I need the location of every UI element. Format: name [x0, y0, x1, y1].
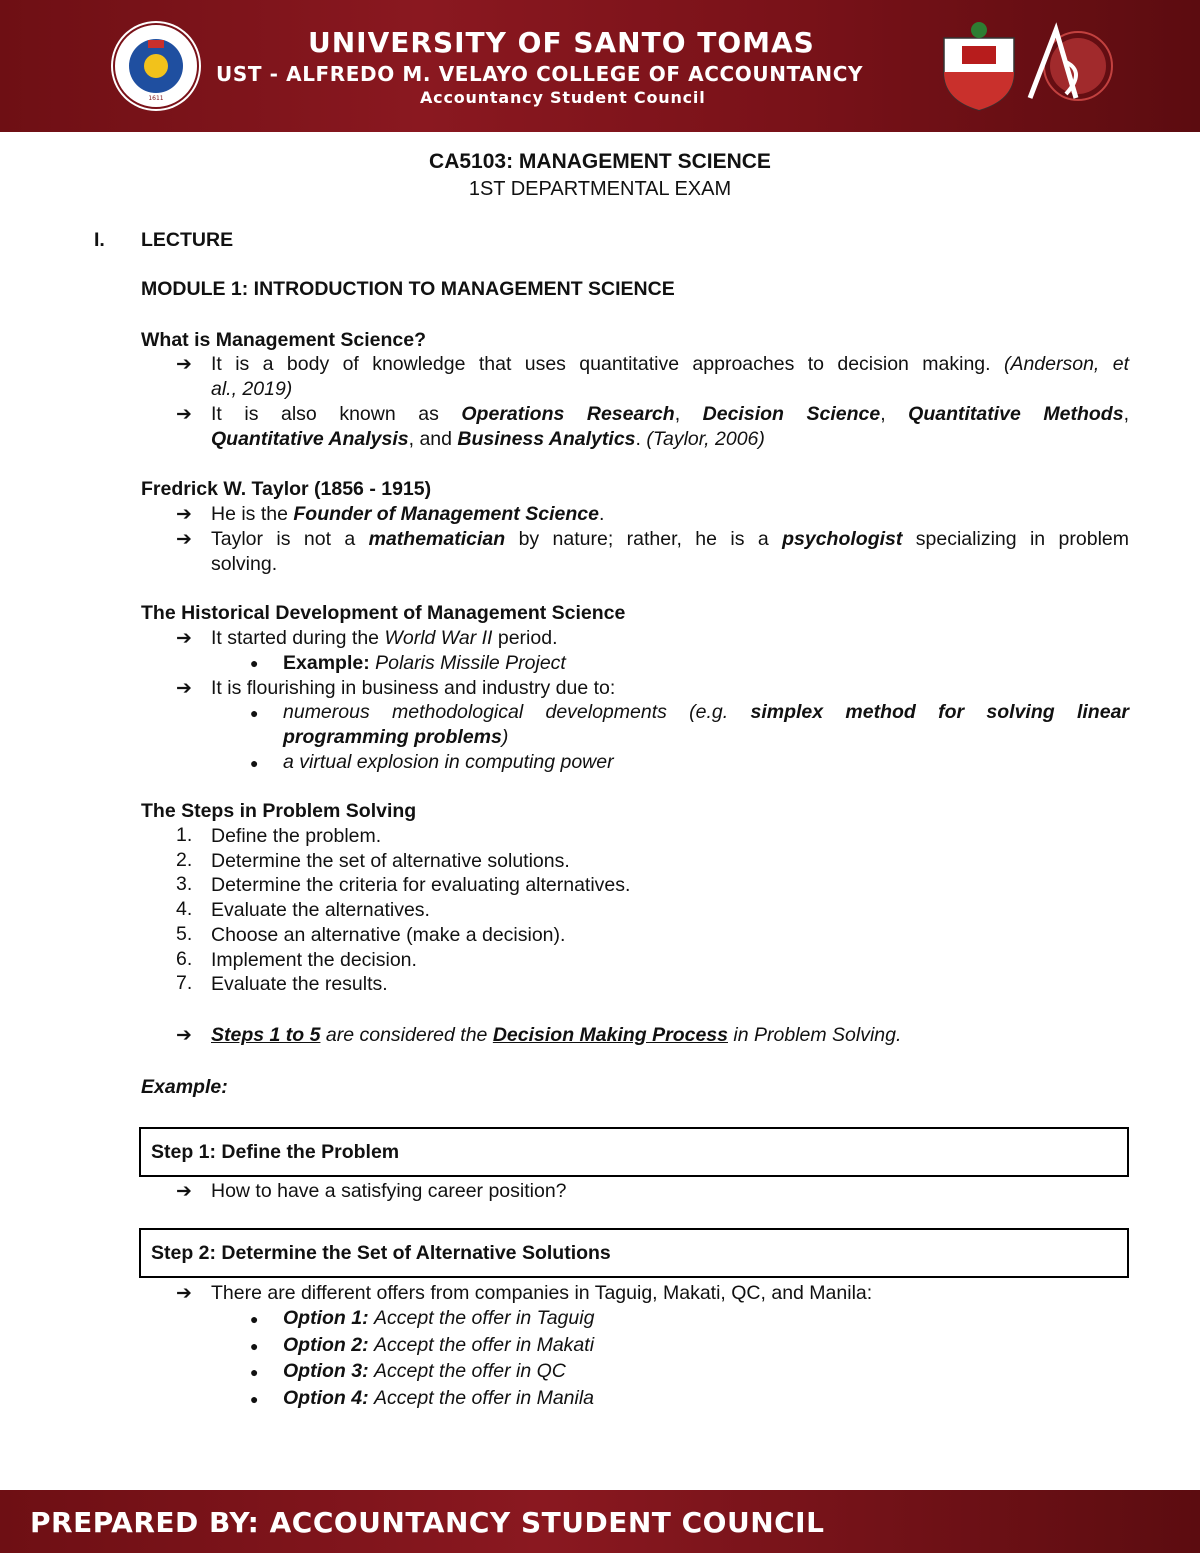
- arrow-bullet-icon: ➔: [176, 1181, 192, 1202]
- step-item: Evaluate the results.: [211, 973, 388, 996]
- step-item: Determine the criteria for evaluating alternatives.: [211, 874, 631, 897]
- option-text: Accept the offer in Makati: [374, 1333, 595, 1356]
- taylor-bullet-1: He is the Founder of Management Science.: [211, 503, 605, 525]
- arrow-bullet-icon: ➔: [176, 529, 192, 550]
- taylor-bullet-2: Taylor is not a mathematician by nature; rather, he is a psychologist specializing in problem solving.: [211, 528, 1129, 575]
- steps-heading: The Steps in Problem Solving: [141, 800, 417, 822]
- arrow-bullet-icon: ➔: [176, 628, 192, 649]
- footer-text: PREPARED BY: ACCOUNTANCY STUDENT COUNCIL: [30, 1506, 825, 1539]
- option-text: Accept the offer in QC: [374, 1360, 566, 1383]
- dot-bullet-icon: ●: [250, 655, 259, 671]
- arrow-bullet-icon: ➔: [176, 1025, 192, 1046]
- step2-title: Step 2: Determine the Set of Alternative Solutions: [151, 1241, 611, 1264]
- option-item: [283, 1306, 1129, 1331]
- step-number: 2.: [176, 848, 193, 871]
- ust-seal-icon: [110, 20, 202, 112]
- step-number: 7.: [176, 972, 193, 995]
- option-text: Accept the offer in Manila: [374, 1387, 595, 1410]
- footer-banner: [0, 1490, 1200, 1553]
- dot-bullet-icon: ●: [250, 705, 259, 721]
- option-label: Option 1:: [283, 1307, 369, 1329]
- option-item: [283, 1359, 1129, 1384]
- example-label: Example:: [141, 1076, 228, 1098]
- dot-bullet-icon: ●: [250, 1311, 259, 1327]
- arrow-bullet-icon: ➔: [176, 1283, 192, 1304]
- taylor-heading: Fredrick W. Taylor (1856 - 1915): [141, 478, 432, 500]
- college-title: UST - ALFREDO M. VELAYO COLLEGE OF ACCOUNTANCY: [216, 62, 864, 86]
- council-title: Accountancy Student Council: [420, 88, 706, 107]
- history-example: Example: Polaris Missile Project: [283, 652, 566, 674]
- option-label: Option 3:: [283, 1360, 369, 1383]
- step1-text: How to have a satisfying career position?: [211, 1180, 567, 1202]
- college-crest-icon: [940, 20, 1018, 112]
- step-item: Evaluate the alternatives.: [211, 899, 430, 922]
- arrow-bullet-icon: ➔: [176, 354, 192, 375]
- course-title: CA5103: MANAGEMENT SCIENCE: [429, 150, 771, 173]
- step-item: Implement the decision.: [211, 948, 417, 971]
- step-item: Determine the set of alternative solutions.: [211, 849, 570, 872]
- step-item: Choose an alternative (make a decision).: [211, 923, 566, 946]
- arrow-bullet-icon: ➔: [176, 404, 192, 425]
- section-number: I.: [94, 229, 105, 251]
- option-label: Option 4:: [283, 1387, 369, 1410]
- step-item: Define the problem.: [211, 825, 382, 847]
- dot-bullet-icon: ●: [250, 1364, 259, 1381]
- step1-title: Step 1: Define the Problem: [151, 1140, 400, 1163]
- university-title: UNIVERSITY OF SANTO TOMAS: [308, 26, 815, 59]
- asc-logo-icon: [1026, 22, 1114, 110]
- what-is-bullet-1: It is a body of knowledge that uses quantitative approaches to decision making. (Anderson, et al., 2019): [211, 353, 1129, 400]
- step-number: 6.: [176, 947, 193, 970]
- history-heading: The Historical Development of Management Science: [141, 602, 626, 624]
- arrow-bullet-icon: ➔: [176, 678, 192, 699]
- dot-bullet-icon: ●: [250, 755, 259, 771]
- step2-text: There are different offers from companies in Taguig, Makati, QC, and Manila:: [211, 1282, 873, 1304]
- step-number: 5.: [176, 922, 193, 945]
- what-is-bullet-2: It is also known as Operations Research, Decision Science, Quantitative Methods, Quantitative Analysis, and Business Analytics. (Taylor, 2006): [211, 403, 1129, 450]
- header-banner: [0, 0, 1200, 132]
- arrow-bullet-icon: ➔: [176, 504, 192, 525]
- history-bullet-2: It is flourishing in business and industry due to:: [211, 677, 616, 699]
- exam-title: 1ST DEPARTMENTAL EXAM: [468, 178, 732, 200]
- step-number: 3.: [176, 873, 193, 896]
- option-label: Option 2:: [283, 1333, 369, 1356]
- option-item: [283, 1333, 1129, 1358]
- step2-box: [139, 1228, 1129, 1278]
- dot-bullet-icon: ●: [250, 1337, 259, 1354]
- svg-text:1611: 1611: [148, 95, 164, 102]
- history-sub-1: numerous methodological developments (e.g. simplex method for solving linear programming problems): [283, 701, 1129, 748]
- history-bullet-1: It started during the World War II period.: [211, 627, 558, 649]
- step-number: 1.: [176, 824, 193, 846]
- step1-box: [139, 1127, 1129, 1177]
- step-number: 4.: [176, 898, 193, 921]
- section-title: LECTURE: [141, 229, 234, 251]
- option-text: Accept the offer in Taguig: [374, 1307, 595, 1329]
- module-title: MODULE 1: INTRODUCTION TO MANAGEMENT SCIENCE: [141, 278, 675, 300]
- what-is-heading: What is Management Science?: [141, 329, 426, 351]
- history-sub-2: a virtual explosion in computing power: [283, 751, 614, 773]
- steps-note: Steps 1 to 5 are considered the Decision Making Process in Problem Solving.: [211, 1024, 902, 1046]
- dot-bullet-icon: ●: [250, 1391, 259, 1408]
- option-item: [283, 1386, 1129, 1411]
